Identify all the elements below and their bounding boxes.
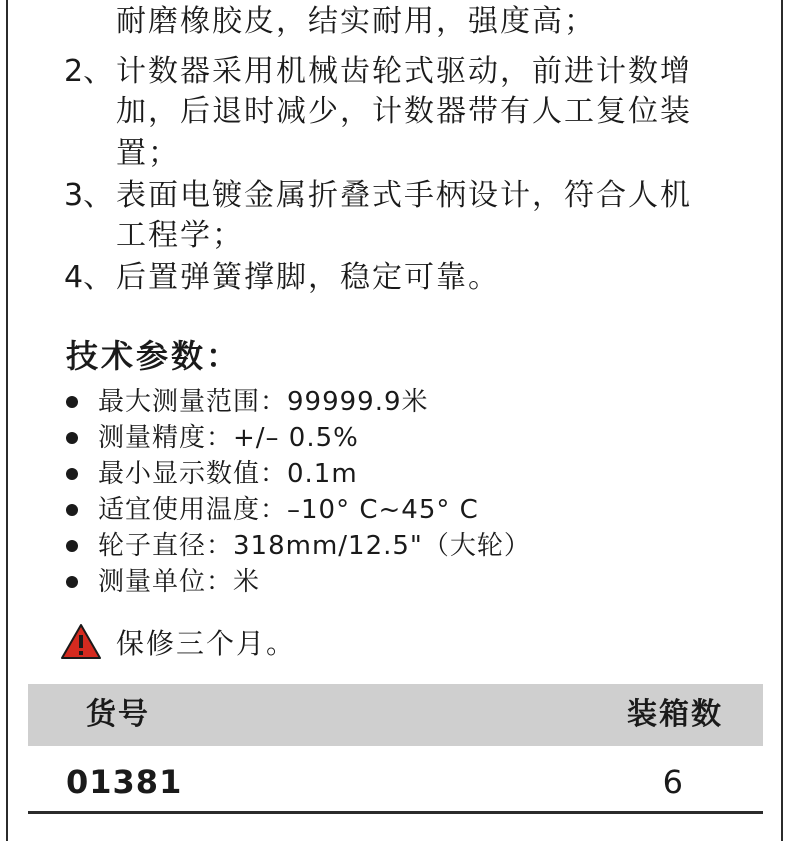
feature-3-line-1: 表面电镀金属折叠式手柄设计，符合人机 [116, 178, 692, 213]
item-number-value: 01381 [66, 763, 183, 801]
bullet-icon [66, 432, 78, 444]
feature-2-line-3: 置； [116, 136, 180, 171]
bullet-icon [66, 576, 78, 588]
bullet-icon [66, 468, 78, 480]
spec-item [66, 492, 479, 528]
spec-item [66, 384, 429, 420]
spec-item [66, 456, 358, 492]
table-header [28, 684, 763, 746]
warning-triangle-icon [60, 623, 102, 661]
feature-4-number: 4、 [64, 260, 114, 295]
feature-1-continuation: 耐磨橡胶皮，结实耐用，强度高； [116, 4, 596, 39]
feature-2-line-1: 计数器采用机械齿轮式驱动，前进计数增 [116, 54, 692, 89]
spec-text: 轮子直径：318mm/12.5"（大轮） [98, 531, 531, 561]
header-box-quantity: 装箱数 [627, 697, 723, 732]
spec-text: 测量单位：米 [98, 567, 261, 597]
feature-4-line-1: 后置弹簧撑脚，稳定可靠。 [116, 260, 500, 295]
specs-title: 技术参数： [66, 337, 242, 375]
warranty-text: 保修三个月。 [116, 627, 297, 660]
box-quantity-value: 6 [662, 763, 683, 801]
spec-item [66, 564, 260, 600]
right-border [781, 0, 783, 841]
spec-text: 测量精度：+/– 0.5% [98, 423, 359, 453]
bullet-icon [66, 540, 78, 552]
feature-3-number: 3、 [64, 178, 114, 213]
spec-text: 最小显示数值：0.1m [98, 459, 358, 489]
bullet-icon [66, 504, 78, 516]
feature-2-number: 2、 [64, 54, 114, 89]
feature-3-line-2: 工程学； [116, 218, 244, 253]
spec-text: 最大测量范围：99999.9米 [98, 387, 429, 417]
warranty-note [60, 620, 296, 664]
bullet-icon [66, 396, 78, 408]
spec-item [66, 420, 359, 456]
table-row [28, 752, 763, 810]
left-border [6, 0, 8, 841]
table-bottom-rule [28, 811, 763, 814]
feature-2-line-2: 加，后退时减少，计数器带有人工复位装 [116, 94, 692, 129]
spec-item [66, 528, 531, 564]
spec-text: 适宜使用温度：–10° C~45° C [98, 495, 479, 525]
header-item-number: 货号 [86, 697, 150, 732]
